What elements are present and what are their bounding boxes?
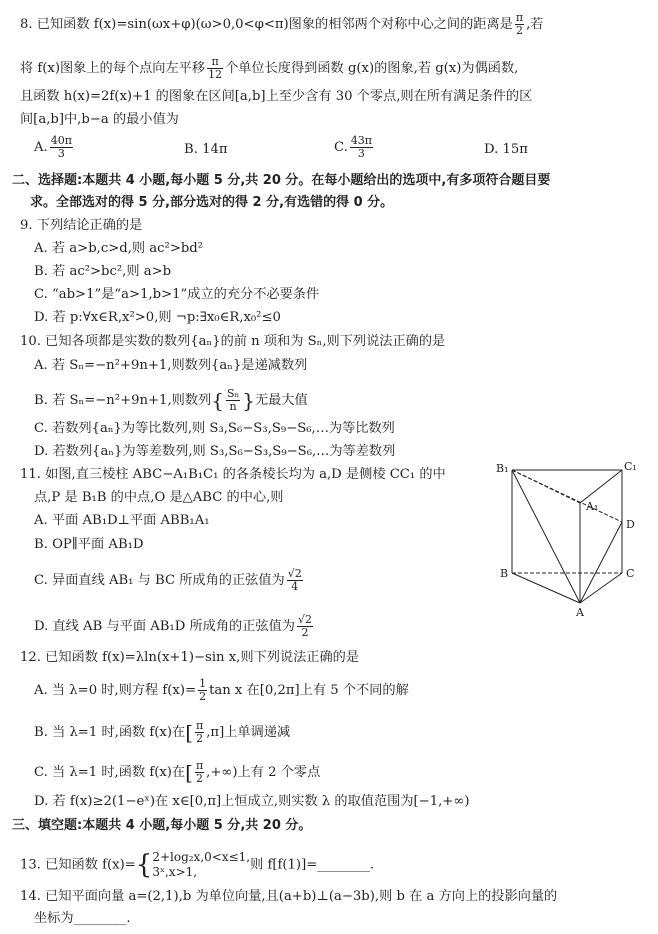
q8-line3: 且函数 h(x)=2f(x)+1 的图象在区间[a,b]上至少含有 30 个零点,则在所有满足条件的区 xyxy=(20,89,533,104)
line-da xyxy=(580,522,622,603)
bracket: [ xyxy=(185,760,193,785)
option-label: C. xyxy=(334,140,348,155)
option-text: 上有 2 个零点 xyxy=(237,765,321,780)
q10-option-b: B. 若 Sₙ=−n²+9n+1,则数列{ $\frac{\text{Sₙ}}{n}$ }无最大值 xyxy=(34,387,308,413)
edge-c1a1 xyxy=(580,470,622,503)
option-text: A. 当 λ=0 时,则方程 f(x)= xyxy=(34,683,197,698)
q8-line1 xyxy=(20,12,544,37)
option-text: B. 若 Sₙ=−n²+9n+1,则数列 xyxy=(34,393,212,408)
case-1: 2+log₂x,0<x≤1, xyxy=(152,850,251,864)
fraction: $\frac{43\pi}{3}$ xyxy=(350,134,373,160)
q11-option-c xyxy=(34,568,305,593)
answer-blank[interactable]: ________ xyxy=(73,911,127,926)
prism-figure xyxy=(490,458,640,618)
label-c: C xyxy=(626,567,635,580)
q10-stem: 10. 已知各项都是实数的数列{aₙ}的前 n 项和为 Sₙ,则下列说法正确的是 xyxy=(20,334,446,349)
q10-option-d: D. 若数列{aₙ}为等差数列,则 S₃,S₆−S₃,S₉−S₆,…为等差数列 xyxy=(34,444,396,459)
q8-option-d: D. 15π xyxy=(484,142,528,157)
fraction: $\frac{√2}{2}$ xyxy=(297,613,312,639)
brace: { xyxy=(135,850,153,880)
q11-line2: 点,P 是 B₁B 的中点,O 是△ABC 的中心,则 xyxy=(34,490,284,505)
q10-option-c: C. 若数列{aₙ}为等比数列,则 S₃,S₆−S₃,S₉−S₆,…为等比数列 xyxy=(34,421,395,436)
q11-option-a: A. 平面 AB₁D⊥平面 ABB₁A₁ xyxy=(34,513,210,528)
line-b1d xyxy=(512,470,622,522)
q14-end: . xyxy=(126,911,131,926)
q8-line2 xyxy=(20,56,518,81)
q9-option-a: A. 若 a>b,c>d,则 ac²>bd² xyxy=(34,241,204,256)
option-text: C. 异面直线 AB₁ 与 BC 所成角的正弦值为 xyxy=(34,573,285,588)
q11-option-b: B. OP∥平面 AB₁D xyxy=(34,537,144,552)
fraction: $\frac{40\pi}{3}$ xyxy=(50,134,72,160)
q10-option-a: A. 若 Sₙ=−n²+9n+1,则数列{aₙ}是递减数列 xyxy=(34,358,308,373)
q14-line1: 14. 已知平面向量 a=(2,1),b 为单位向量,且(a+b)⊥(a−3b),则 b 在 a 方向上的投影向量的 xyxy=(20,889,558,904)
interval-end: ,+∞) xyxy=(206,765,238,780)
fraction: $\frac{\pi}{2}$ xyxy=(195,759,204,785)
answer-blank[interactable]: ________ xyxy=(317,857,371,873)
q8-option-a xyxy=(34,135,75,160)
edge-ca xyxy=(580,573,622,603)
q8-line4: 间[a,b]中,b−a 的最小值为 xyxy=(20,112,179,127)
q8-text: ,若 xyxy=(526,17,544,32)
q12-option-b xyxy=(34,720,290,745)
q8-text: 8. 已知函数 f(x)=sin(ωx+φ)(ω>0,0<φ<π)图象的相邻两个对称中心之间的距离是 xyxy=(20,17,513,32)
q8-text: 将 f(x)图象上的每个点向左平移 xyxy=(20,61,206,76)
fraction: $\frac{√2}{4}$ xyxy=(287,567,302,593)
q8-option-b: B. 14π xyxy=(184,142,228,157)
q12-stem: 12. 已知函数 f(x)=λln(x+1)−sin x,则下列说法正确的是 xyxy=(20,650,360,665)
q9-option-c: C. “ab>1”是“a>1,b>1”成立的充分不必要条件 xyxy=(34,287,320,302)
option-text: C. 当 λ=1 时,函数 f(x)在 xyxy=(34,765,186,780)
q11-option-d xyxy=(34,614,315,639)
fraction: $\frac{\pi}{2}$ xyxy=(196,719,204,745)
edge-ba xyxy=(512,573,580,603)
option-label: A. xyxy=(34,140,48,155)
q12-option-d: D. 若 f(x)≥2(1−eˣ)在 x∈[0,π]上恒成立,则实数 λ 的取值范围为[−1,+∞) xyxy=(34,794,470,809)
label-d: D xyxy=(626,518,635,531)
line-b1a xyxy=(512,470,580,603)
q13-text: 则 f[f(1)]= xyxy=(250,857,318,873)
q8-text: 个单位长度得到函数 g(x)的图象,若 g(x)为偶函数, xyxy=(225,61,519,76)
label-b: B xyxy=(500,567,509,580)
fraction: $\frac{\pi}{12}$ xyxy=(208,55,223,81)
label-a: A xyxy=(576,606,584,618)
interval-end: ,π] xyxy=(206,725,225,740)
case-2: 3ˣ,x>1, xyxy=(152,865,198,879)
option-text: 无最大值 xyxy=(254,393,308,408)
q13-line xyxy=(20,850,374,880)
q11-line1: 11. 如图,直三棱柱 ABC−A₁B₁C₁ 的各条棱长均为 a,D 是侧棱 CC₁ 的中 xyxy=(20,467,446,482)
q9-option-b: B. 若 ac²>bc²,则 a>b xyxy=(34,264,172,279)
q8-option-c xyxy=(334,135,375,160)
option-text: 上单调递减 xyxy=(224,725,291,740)
q13-text: 13. 已知函数 f(x)= xyxy=(20,857,136,873)
label-b1: B₁ xyxy=(496,462,509,475)
q9-option-d: D. 若 p:∀x∈R,x²>0,则 ¬p:∃x₀∈R,x₀²≤0 xyxy=(34,310,281,325)
piecewise xyxy=(152,850,250,880)
option-text: B. 当 λ=1 时,函数 f(x)在 xyxy=(34,725,186,740)
label-c1: C₁ xyxy=(624,460,637,473)
fraction: $\frac{\pi}{2}$ xyxy=(515,11,524,37)
section-2-heading: 二、选择题:本题共 4 小题,每小题 5 分,共 20 分。在每小题给出的选项中,有多项符合题目要 xyxy=(12,173,551,188)
fraction: $\frac{\text{Sₙ}}{n}$ xyxy=(226,387,240,413)
q14-line2 xyxy=(34,910,131,928)
q12-option-c xyxy=(34,760,320,785)
section-3-heading: 三、填空题:本题共 4 小题,每小题 5 分,共 20 分。 xyxy=(12,818,312,833)
q9-stem: 9. 下列结论正确的是 xyxy=(20,218,143,233)
fraction: $\frac{1}{2}$ xyxy=(199,677,207,703)
label-a1: A₁ xyxy=(586,500,599,513)
section-2-heading-cont: 求。全部选对的得 5 分,部分选对的得 2 分,有选错的得 0 分。 xyxy=(30,195,394,210)
q14-text: 坐标为 xyxy=(34,911,74,926)
option-text: D. 直线 AB 与平面 AB₁D 所成角的正弦值为 xyxy=(34,619,295,634)
q13-end: . xyxy=(370,857,375,873)
option-text: tan x 在[0,2π]上有 5 个不同的解 xyxy=(209,683,409,698)
bracket: [ xyxy=(185,720,193,745)
q12-option-a xyxy=(34,678,409,703)
